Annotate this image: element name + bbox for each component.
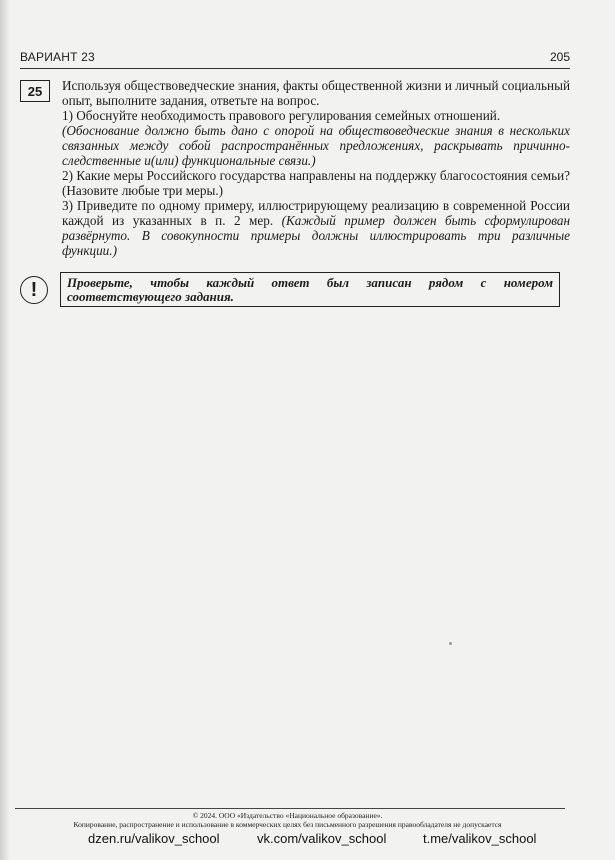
page-edge-shadow — [0, 0, 10, 860]
task-question-3-note: (Каждый пример должен быть сформулирован развёрнуто. В совокупности примеры должны иллюстрировать три различные функции.) — [62, 213, 571, 258]
task-text — [62, 78, 570, 258]
footer-rights: Копирование, распространение и использование в коммерческих целях без письменного разрешения правообладателя не допускается — [73, 820, 502, 829]
page-header — [20, 48, 570, 69]
task-number-box: 25 — [20, 80, 50, 102]
footer-divider — [15, 808, 565, 809]
task-intro: Используя обществоведческие знания, факты общественной жизни и личный социальный опыт, выполните задания, ответьте на вопрос. — [62, 78, 570, 108]
link-telegram[interactable]: t.me/valikov_school — [423, 831, 537, 846]
notice-box: Проверьте, чтобы каждый ответ был записан рядом с номером соответствующего задания. — [60, 272, 560, 307]
link-vk[interactable]: vk.com/valikov_school — [257, 831, 387, 846]
exclamation-icon: ! — [20, 276, 48, 304]
footer-copyright: © 2024. ООО «Издательство «Национальное образование». — [192, 811, 383, 820]
task-question-1-note: (Обоснование должно быть дано с опорой на обществоведческие знания в нескольких связанных между собой распространённых предложениях, раскрывать причинно-следственные и(или) функциональные связи.) — [62, 123, 570, 168]
footer-links — [0, 831, 615, 849]
task-question-3 — [62, 198, 570, 258]
scan-speck — [449, 642, 452, 645]
task-question-2: 2) Какие меры Российского государства направлены на поддержку благосостояния семьи? (Назовите любые три меры.) — [62, 168, 570, 198]
link-dzen[interactable]: dzen.ru/valikov_school — [88, 831, 220, 846]
task-question-1: 1) Обоснуйте необходимость правового регулирования семейных отношений. — [62, 108, 501, 123]
variant-label: ВАРИАНТ 23 — [20, 50, 95, 64]
task-question-3-text: 3) Приведите по одному примеру, иллюстрирующему реализацию в современной России каждой из указанных в п. 2 мер. — [62, 198, 570, 228]
page-number: 205 — [549, 50, 570, 64]
